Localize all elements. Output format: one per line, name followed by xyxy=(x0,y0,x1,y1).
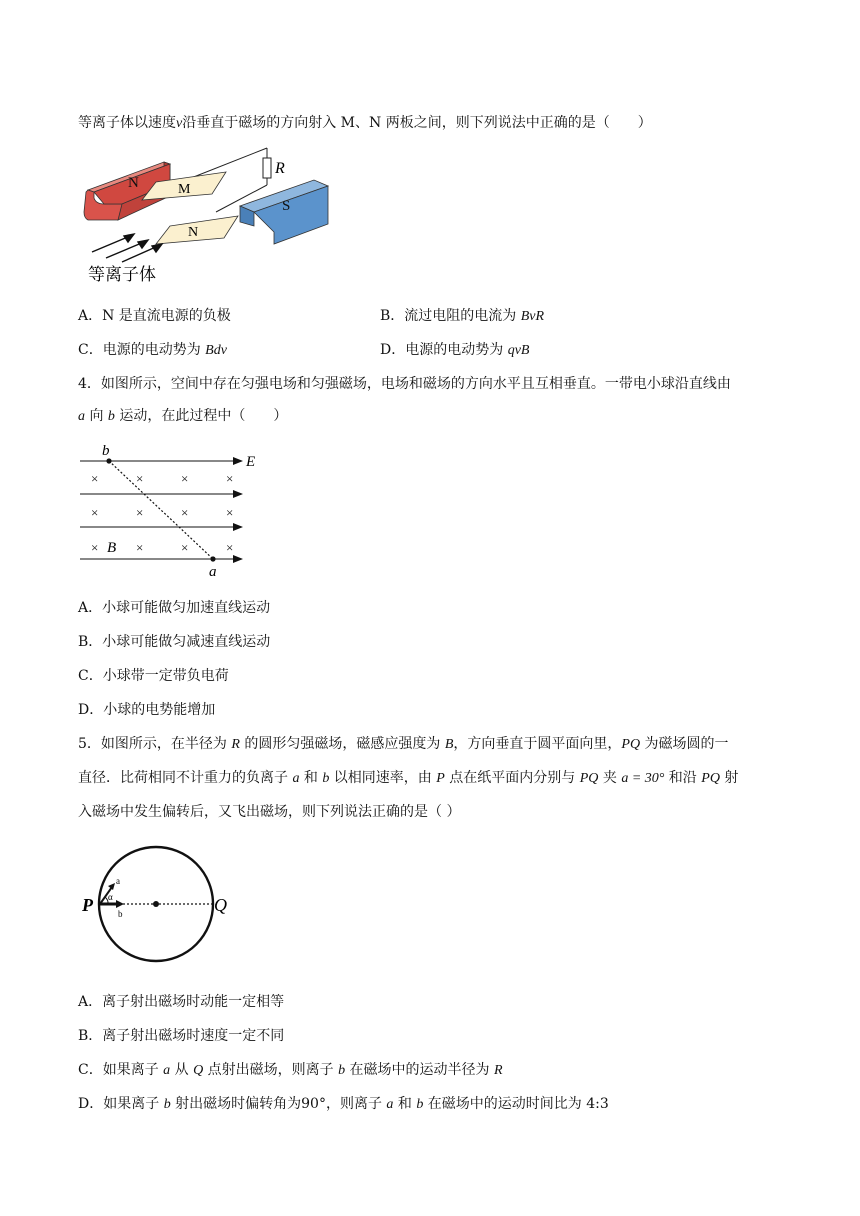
svg-text:×: × xyxy=(226,505,234,520)
center-point xyxy=(153,901,159,907)
q4-option-c: C．小球带一定带负电荷 xyxy=(78,668,229,684)
label-n-magnet: N xyxy=(128,175,139,191)
svg-text:×: × xyxy=(181,471,189,486)
q3-option-c: C．电源的电动势为 Bdv xyxy=(78,342,227,358)
resistor xyxy=(263,158,271,178)
q5-stem-line3: 入磁场中发生偏转后，又飞出磁场，则下列说法正确的是（ ） xyxy=(78,804,461,820)
q3-option-b: B．流过电阻的电流为 BvR xyxy=(380,308,545,324)
q3-option-a: A．N 是直流电源的负极 xyxy=(78,308,231,324)
wire-top-left xyxy=(186,148,267,180)
label-resistor-r: R xyxy=(275,160,285,177)
svg-text:×: × xyxy=(136,471,144,486)
svg-text:×: × xyxy=(181,505,189,520)
q3-option-d: D．电源的电动势为 qvB xyxy=(380,342,530,358)
svg-text:×: × xyxy=(181,540,189,555)
velocity-b-arrowhead xyxy=(116,900,124,908)
q4-option-a: A．小球可能做匀加速直线运动 xyxy=(78,600,271,616)
svg-text:×: × xyxy=(91,540,99,555)
point-b xyxy=(106,458,111,463)
q4-option-d: D．小球的电势能增加 xyxy=(78,702,216,718)
q3-stem-var-v: v xyxy=(176,116,183,131)
plasma-arrows xyxy=(92,234,162,262)
q5-option-b: B．离子射出磁场时速度一定不同 xyxy=(78,1028,285,1044)
label-particle-a: a xyxy=(116,876,120,886)
q3-stem-text-a: 等离子体以速度 xyxy=(78,115,176,131)
label-point-q: Q xyxy=(214,895,227,915)
svg-text:×: × xyxy=(136,540,144,555)
q5-option-c: C．如果离子 a 从 Q 点射出磁场，则离子 b 在磁场中的运动半径为 R xyxy=(78,1062,503,1078)
q3-stem xyxy=(78,112,652,132)
label-point-b: b xyxy=(102,443,110,459)
q4-figure-fields xyxy=(78,440,268,580)
q5-option-a: A．离子射出磁场时动能一定相等 xyxy=(78,994,285,1010)
label-particle-b: b xyxy=(118,909,123,919)
label-field-b: B xyxy=(107,540,117,556)
label-plate-m: M xyxy=(178,182,191,197)
q3-stem-text-b: 沿垂直于磁场的方向射入 M、N 两板之间，则下列说法中正确的是（ ） xyxy=(182,115,652,131)
point-a xyxy=(210,556,215,561)
q4-stem-line2: a 向 b 运动，在此过程中（ ） xyxy=(78,408,288,424)
svg-text:×: × xyxy=(226,540,234,555)
q3-figure-plasma-generator xyxy=(78,140,348,286)
label-s-magnet: S xyxy=(282,198,291,214)
e-field-lines xyxy=(80,461,242,559)
q4-option-b: B．小球可能做匀减速直线运动 xyxy=(78,634,271,650)
path-a-to-b xyxy=(109,461,213,559)
q5-option-d: D．如果离子 b 射出磁场时偏转角为90°，则离子 a 和 b 在磁场中的运动时间比为 4:3 xyxy=(78,1096,609,1112)
q5-stem-line2: 直径．比荷相同不计重力的负离子 a 和 b 以相同速率，由 P 点在纸平面内分别与 PQ 夹 a = 30° 和沿 PQ 射 xyxy=(78,770,739,786)
q5-stem-line1: 5．如图所示，在半径为 R 的圆形匀强磁场，磁感应强度为 B，方向垂直于圆平面向里，PQ 为磁场圆的一 xyxy=(78,736,729,752)
label-angle-alpha: α xyxy=(108,892,113,902)
label-point-a: a xyxy=(209,564,217,580)
label-plate-n: N xyxy=(188,225,199,240)
svg-text:×: × xyxy=(91,471,99,486)
svg-text:×: × xyxy=(226,471,234,486)
svg-text:×: × xyxy=(91,505,99,520)
label-field-e: E xyxy=(246,454,256,470)
label-point-p: P xyxy=(82,895,93,915)
q4-stem-line1: 4．如图所示，空间中存在匀强电场和匀强磁场，电场和磁场的方向水平且互相垂直。一带电小球沿直线由 xyxy=(78,376,731,392)
label-plasma-caption: 等离子体 xyxy=(88,265,156,284)
q5-figure-circular-field xyxy=(78,832,238,978)
svg-text:×: × xyxy=(136,505,144,520)
